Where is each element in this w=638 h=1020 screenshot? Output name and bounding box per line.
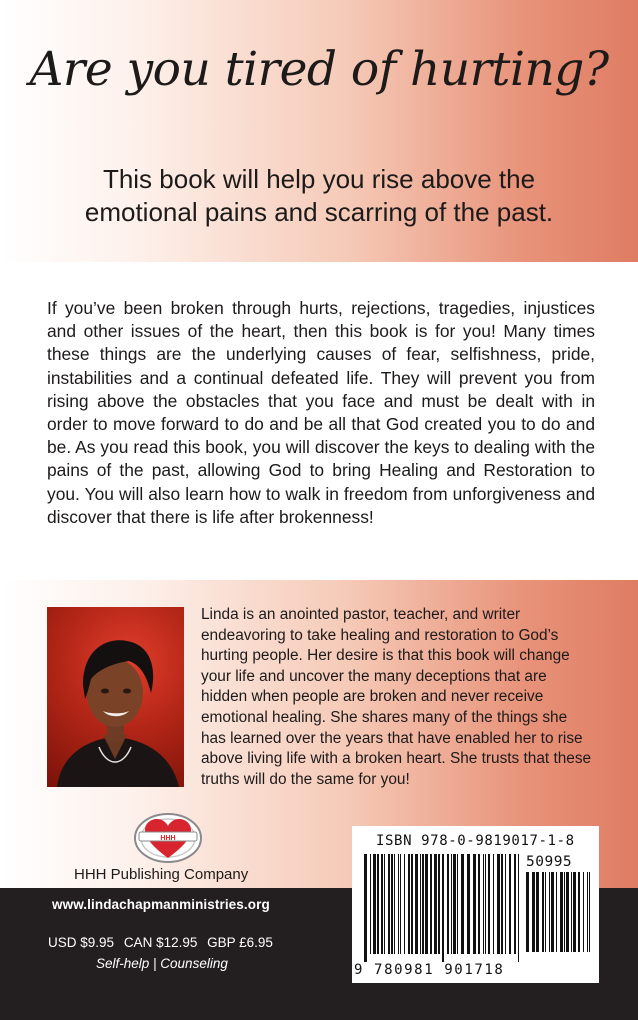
barcode-bar xyxy=(545,872,546,952)
barcode-bar xyxy=(394,854,395,954)
author-photo xyxy=(47,607,184,787)
barcode-bar xyxy=(542,872,544,952)
barcode-bar xyxy=(411,854,413,954)
barcode-bar xyxy=(430,854,432,954)
barcode-bar xyxy=(451,854,452,954)
barcode-bar xyxy=(400,854,401,954)
barcode-bar xyxy=(589,872,590,952)
barcode-digits: 9 780981 901718 xyxy=(354,962,505,978)
barcode-bar xyxy=(560,872,563,952)
barcode-bar xyxy=(398,854,399,954)
barcode-bar xyxy=(485,854,486,954)
subhead-line-1: This book will help you rise above the xyxy=(102,164,536,194)
barcode-bar xyxy=(461,854,464,954)
barcode-bar xyxy=(526,872,529,952)
heart-logo-icon xyxy=(131,810,205,866)
isbn-label: ISBN 978-0-9819017-1-8 xyxy=(376,833,575,849)
headline: Are you tired of hurting? xyxy=(29,42,609,97)
barcode-bar xyxy=(514,854,516,954)
barcode-bar xyxy=(415,854,418,954)
barcode-bar xyxy=(509,854,511,954)
barcode-bar xyxy=(532,872,535,952)
barcode-bar xyxy=(370,854,371,954)
barcode-bar xyxy=(420,854,421,954)
book-category: Self-help | Counseling xyxy=(96,956,228,971)
barcode-bar xyxy=(467,854,470,954)
barcode-bar xyxy=(566,872,569,952)
addon-barcode-bars xyxy=(526,872,590,960)
price-usd: USD $9.95 xyxy=(48,935,115,950)
website-link[interactable]: www.lindachapmanministries.org xyxy=(52,897,270,912)
barcode-bar xyxy=(493,854,494,954)
barcode-bar xyxy=(438,854,440,954)
main-barcode-bars xyxy=(364,854,522,962)
barcode-bar xyxy=(377,854,379,954)
barcode-bar xyxy=(453,854,456,954)
barcode-bar xyxy=(408,854,410,954)
publisher-name: HHH Publishing Company xyxy=(74,866,249,883)
subhead-line-2: emotional pains and scarring of the past. xyxy=(84,197,554,227)
subhead xyxy=(40,163,598,229)
barcode-bar xyxy=(381,854,383,954)
barcode-bar xyxy=(388,854,390,954)
barcode-bar xyxy=(571,872,572,952)
barcode-bar xyxy=(425,854,428,954)
barcode-bar xyxy=(578,872,580,952)
barcode-bar xyxy=(556,872,557,952)
barcode-bar xyxy=(551,872,554,952)
barcode-bar xyxy=(573,872,576,952)
barcode-bar xyxy=(473,854,476,954)
barcode-bar xyxy=(518,854,519,962)
barcode-bar xyxy=(404,854,405,954)
book-description: If you’ve been broken through hurts, rejections, tragedies, injustices and other issues of the heart, then this book is for you! Many times these things are the underlying causes of fear, selfishness, pride, instabilities and a continual defeated life. They will prevent you from rising above the obstacles that you face and must be dealt with in order to move forward to do and be all that God created you to do and be. As you read this book, you will discover the keys to dealing with the pains of the past, allowing God to bring Healing and Restoration to you. You will also learn how to walk in freedom from unforgiveness and discover that there is life after brokenness! xyxy=(47,298,595,527)
barcode-bar xyxy=(434,854,437,954)
barcode-bar xyxy=(505,854,506,954)
barcode-bar xyxy=(373,854,376,954)
author-bio: Linda is an anointed pastor, teacher, and writer endeavoring to take healing and restoration to God’s hurting people. Her desire is that this book will change your life and uncover the many deceptions that are hidden when people are broken and never receive emotional healing. She shares many of the things she has learned over the years that have enabled her to rise above living life with a broken heart. She trusts that these truths will do the same for you! xyxy=(201,606,592,788)
barcode-bar xyxy=(587,872,588,952)
barcode-bar xyxy=(442,854,444,962)
publisher-logo xyxy=(131,810,205,866)
barcode-bar xyxy=(364,854,367,962)
isbn-barcode xyxy=(352,826,599,983)
barcode-bar xyxy=(478,854,480,954)
barcode-bar xyxy=(583,872,584,952)
price-can: CAN $12.95 xyxy=(123,935,198,950)
barcode-bar xyxy=(391,854,393,954)
barcode-bar xyxy=(384,854,385,954)
barcode-bar xyxy=(501,854,503,954)
logo-text: HHH xyxy=(160,835,176,842)
barcode-bar xyxy=(549,872,550,952)
price-list xyxy=(48,935,279,950)
barcode-bar xyxy=(422,854,424,954)
barcode-bar xyxy=(488,854,490,954)
barcode-bar xyxy=(564,872,565,952)
barcode-bar xyxy=(497,854,500,954)
author-portrait-image xyxy=(47,607,184,787)
barcode-bar xyxy=(536,872,539,952)
barcode-bar xyxy=(483,854,484,954)
price-gbp: GBP £6.95 xyxy=(207,935,273,950)
price-code: 50995 xyxy=(526,854,573,870)
barcode-bar xyxy=(457,854,458,954)
barcode-bar xyxy=(447,854,449,954)
